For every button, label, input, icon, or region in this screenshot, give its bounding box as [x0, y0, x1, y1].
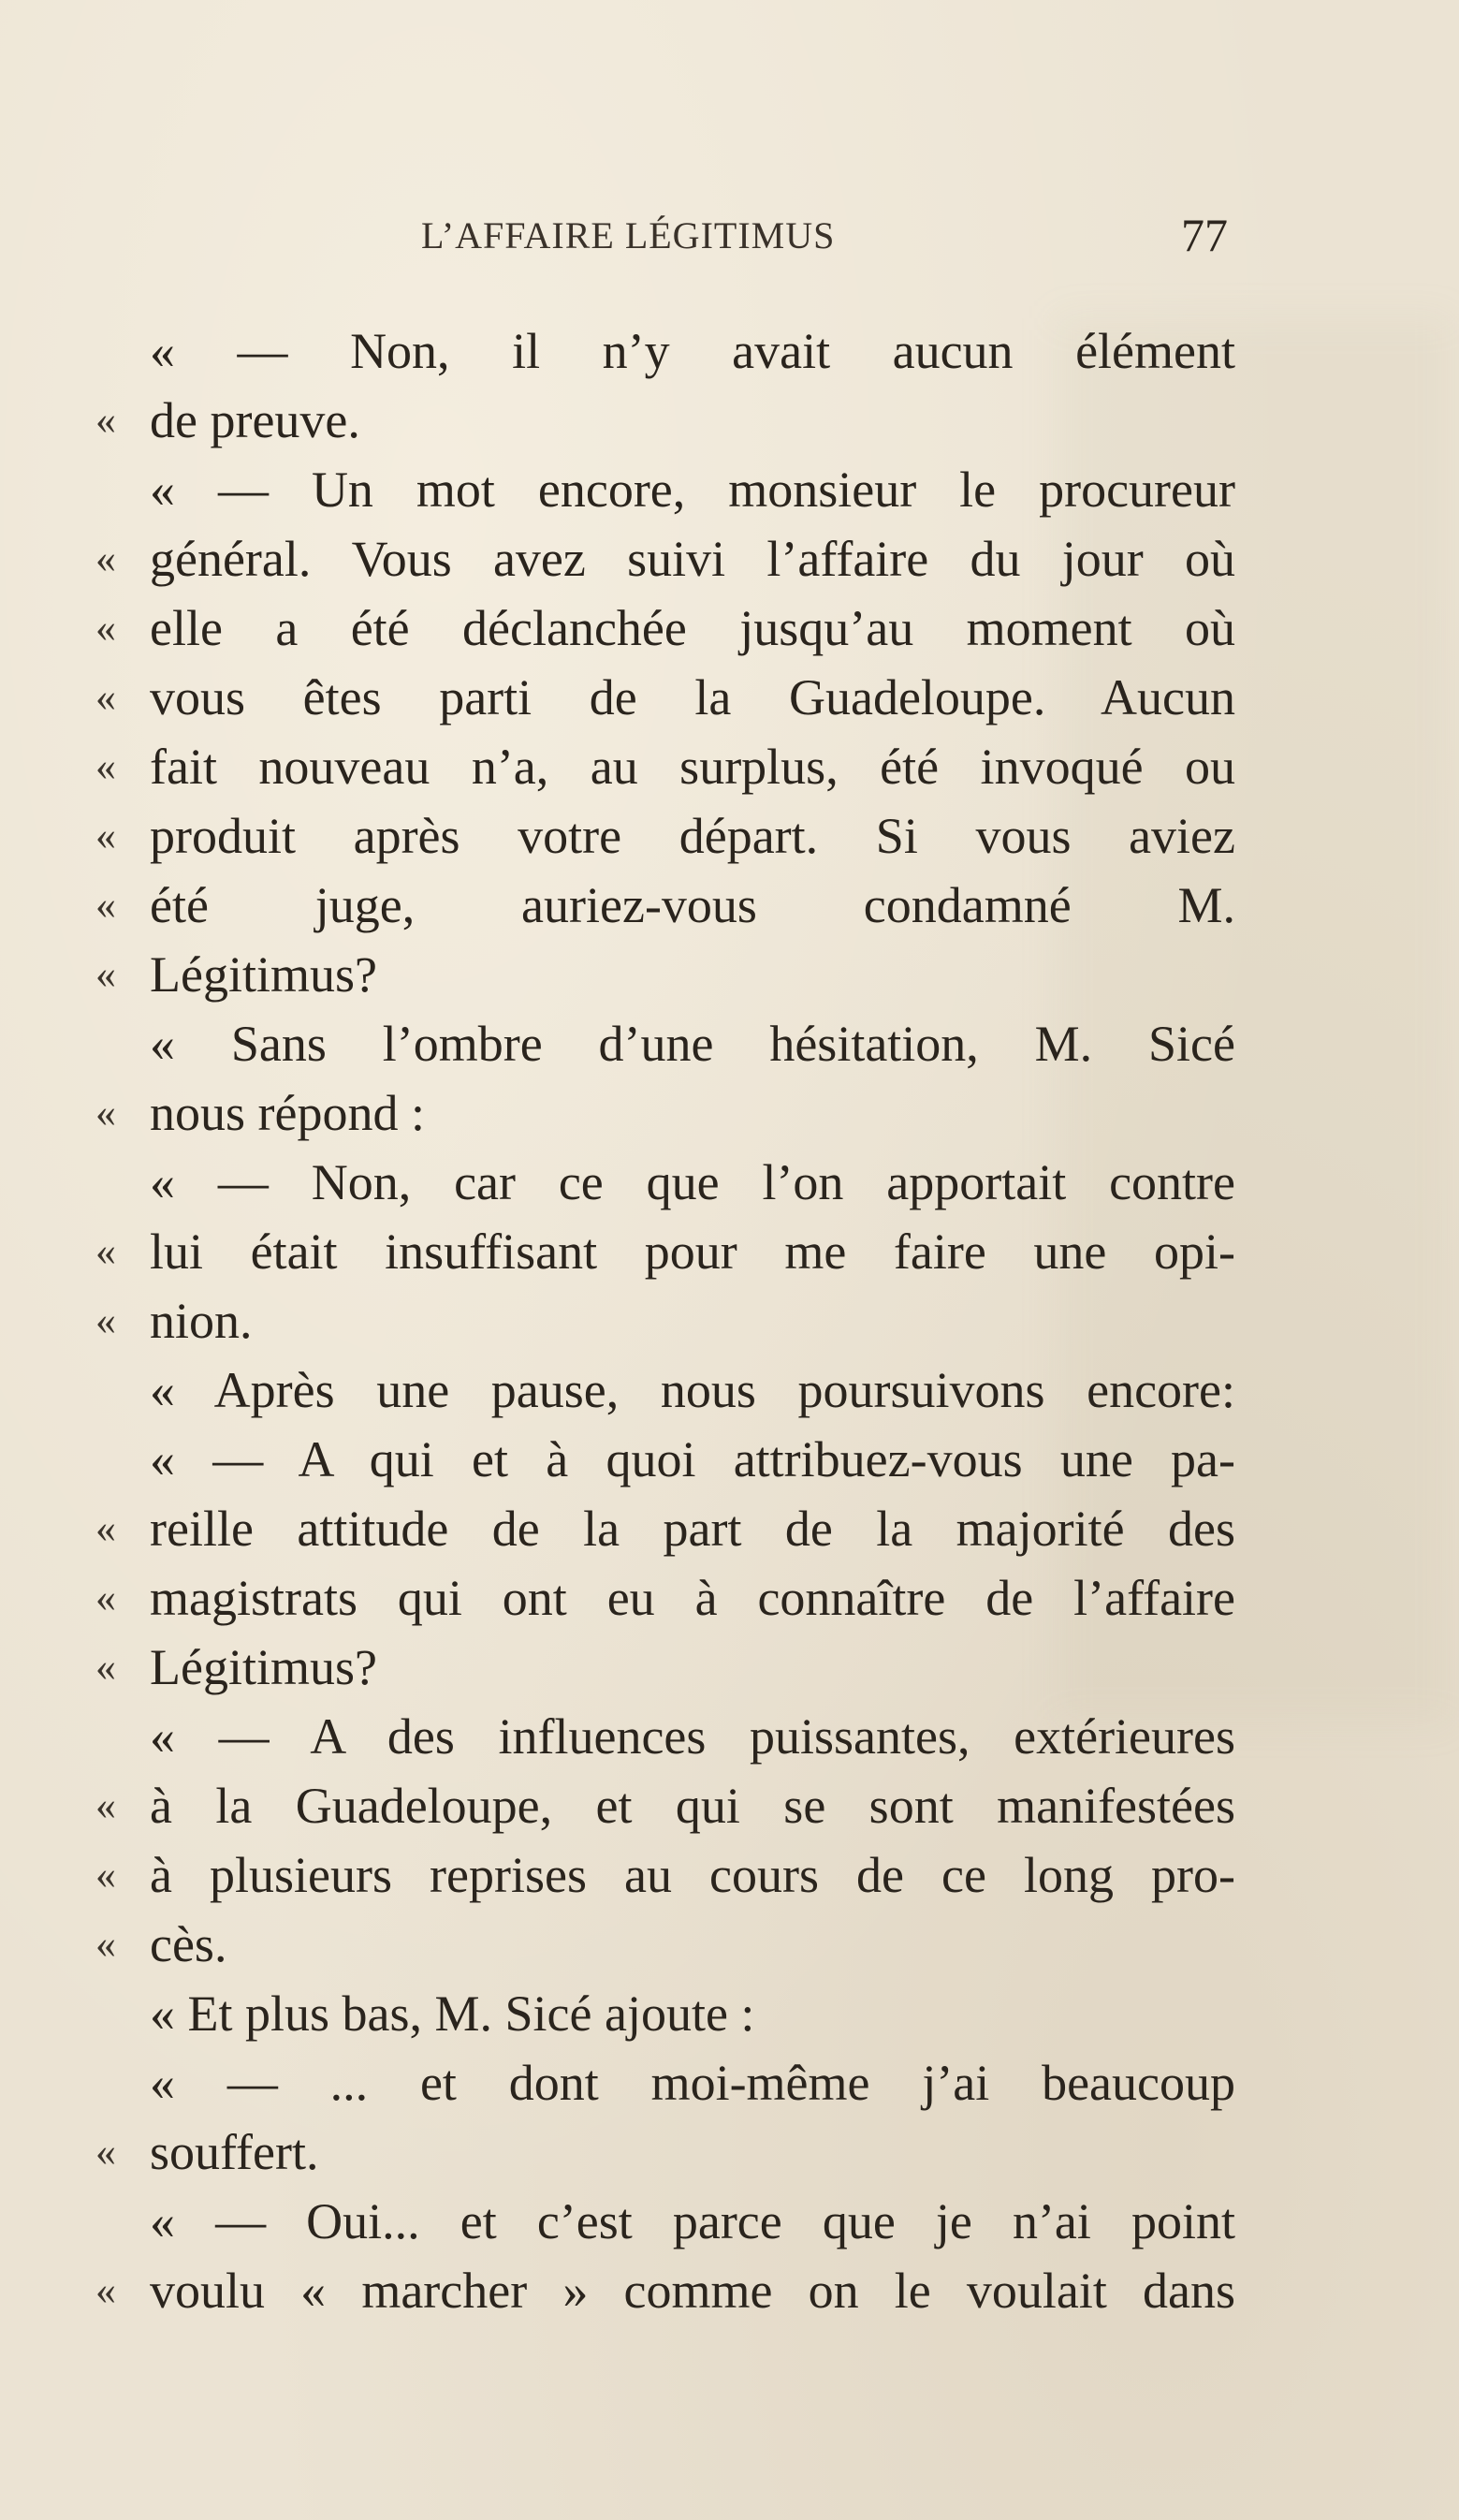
- line-text: à plusieurs reprises au cours de ce long pro-: [150, 1847, 1235, 1903]
- text-line: [95, 1286, 1235, 1355]
- text-line: [150, 1355, 1235, 1425]
- line-text: elle a été déclanchée jusqu’au moment où: [150, 600, 1235, 656]
- line-text: général. Vous avez suivi l’affaire du jour où: [150, 531, 1235, 587]
- text-line: [150, 1979, 1235, 2048]
- text-line: [95, 1078, 1235, 1148]
- line-text: « — A qui et à quoi attribuez-vous une pa-: [150, 1431, 1235, 1487]
- text-line: [150, 1148, 1235, 1217]
- text-line: [150, 316, 1235, 386]
- line-text: « — Non, car ce que l’on apportait contre: [150, 1154, 1235, 1210]
- margin-quote-mark: «: [95, 743, 116, 789]
- body-text: [95, 316, 1235, 2325]
- margin-quote-mark: «: [95, 1644, 116, 1690]
- line-text: « — Oui... et c’est parce que je n’ai point: [150, 2193, 1235, 2249]
- margin-quote-mark: «: [95, 1090, 116, 1135]
- margin-quote-mark: «: [95, 2267, 116, 2313]
- line-text: nous répond :: [150, 1085, 425, 1141]
- text-line: [150, 2187, 1235, 2256]
- margin-quote-mark: «: [95, 605, 116, 651]
- text-line: [95, 2117, 1235, 2187]
- text-line: [95, 663, 1235, 732]
- text-line: [150, 1425, 1235, 1494]
- text-line: [95, 940, 1235, 1009]
- line-text: « — Non, il n’y avait aucun élément: [150, 323, 1235, 379]
- margin-quote-mark: «: [95, 1505, 116, 1551]
- margin-quote-mark: «: [95, 397, 116, 443]
- line-text: cès.: [150, 1916, 227, 1972]
- line-text: de preuve.: [150, 392, 360, 448]
- page-header: [140, 209, 1235, 270]
- text-line: [95, 1563, 1235, 1633]
- margin-quote-mark: «: [95, 1852, 116, 1897]
- line-text: produit après votre départ. Si vous aviez: [150, 808, 1235, 864]
- line-text: à la Guadeloupe, et qui se sont manifestées: [150, 1778, 1235, 1834]
- line-text: été juge, auriez-vous condamné M.: [150, 877, 1235, 933]
- margin-quote-mark: «: [95, 1297, 116, 1343]
- line-text: vous êtes parti de la Guadeloupe. Aucun: [150, 669, 1235, 725]
- margin-quote-mark: «: [95, 951, 116, 997]
- margin-quote-mark: «: [95, 2129, 116, 2175]
- text-line: [150, 1009, 1235, 1078]
- margin-quote-mark: «: [95, 813, 116, 858]
- line-text: magistrats qui ont eu à connaître de l’affaire: [150, 1570, 1235, 1626]
- line-text: lui était insuffisant pour me faire une opi-: [150, 1223, 1235, 1280]
- line-text: « — ... et dont moi-même j’ai beaucoup: [150, 2055, 1235, 2111]
- text-line: [150, 1702, 1235, 1771]
- line-text: fait nouveau n’a, au surplus, été invoqué ou: [150, 739, 1235, 795]
- text-line: [95, 593, 1235, 663]
- line-text: « Après une pause, nous poursuivons encore:: [150, 1362, 1235, 1418]
- line-text: reille attitude de la part de la majorité des: [150, 1501, 1235, 1557]
- line-text: « Sans l’ombre d’une hésitation, M. Sicé: [150, 1016, 1235, 1072]
- margin-quote-mark: «: [95, 1921, 116, 1967]
- text-line: [95, 1217, 1235, 1286]
- margin-quote-mark: «: [95, 1782, 116, 1828]
- text-line: [95, 386, 1235, 455]
- page-number: 77: [1181, 209, 1228, 261]
- running-title: L’AFFAIRE LÉGITIMUS: [421, 214, 836, 256]
- text-line: [95, 732, 1235, 801]
- margin-quote-mark: «: [95, 1575, 116, 1620]
- line-text: « Et plus bas, M. Sicé ajoute :: [150, 1985, 755, 2042]
- text-line: [95, 2256, 1235, 2325]
- margin-quote-mark: «: [95, 674, 116, 720]
- text-line: [95, 1633, 1235, 1702]
- margin-quote-mark: «: [95, 882, 116, 928]
- line-text: Légitimus?: [150, 946, 377, 1003]
- text-line: [95, 1771, 1235, 1840]
- text-line: [95, 524, 1235, 593]
- line-text: « — Un mot encore, monsieur le procureur: [150, 462, 1235, 518]
- text-line: [95, 1494, 1235, 1563]
- text-line: [95, 1910, 1235, 1979]
- text-line: [150, 2048, 1235, 2117]
- margin-quote-mark: «: [95, 535, 116, 581]
- line-text: voulu « marcher » comme on le voulait dans: [150, 2263, 1235, 2319]
- text-line: [95, 801, 1235, 871]
- text-line: [150, 455, 1235, 524]
- line-text: nion.: [150, 1293, 253, 1349]
- line-text: Légitimus?: [150, 1639, 377, 1695]
- line-text: souffert.: [150, 2124, 319, 2180]
- text-line: [95, 871, 1235, 940]
- margin-quote-mark: «: [95, 1228, 116, 1274]
- text-line: [95, 1840, 1235, 1910]
- line-text: « — A des influences puissantes, extérieures: [150, 1708, 1235, 1765]
